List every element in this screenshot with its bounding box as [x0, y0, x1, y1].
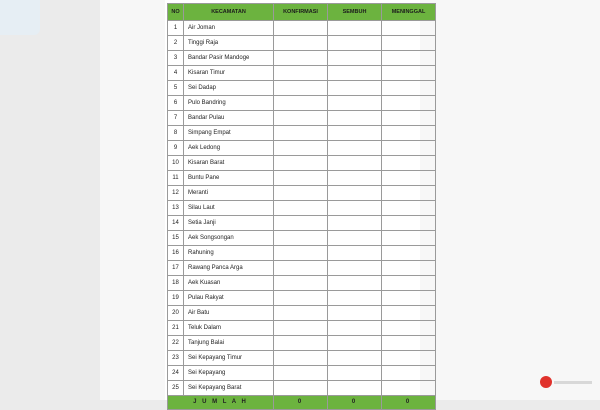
table-row — [168, 36, 436, 51]
row-sembuh — [328, 366, 382, 381]
row-meninggal — [382, 186, 436, 201]
row-no: 4 — [168, 66, 184, 81]
table-row — [168, 261, 436, 276]
table-row — [168, 111, 436, 126]
row-kecamatan: Silau Laut — [184, 201, 274, 216]
table-row — [168, 336, 436, 351]
row-sembuh — [328, 231, 382, 246]
row-konfirmasi — [274, 306, 328, 321]
row-konfirmasi — [274, 66, 328, 81]
row-meninggal — [382, 171, 436, 186]
row-meninggal — [382, 261, 436, 276]
row-konfirmasi — [274, 81, 328, 96]
row-konfirmasi — [274, 201, 328, 216]
row-no: 16 — [168, 246, 184, 261]
row-kecamatan: Pulau Rakyat — [184, 291, 274, 306]
row-konfirmasi — [274, 96, 328, 111]
row-no: 23 — [168, 351, 184, 366]
header-konfirmasi: KONFIRMASI — [274, 4, 328, 21]
row-no: 17 — [168, 261, 184, 276]
row-konfirmasi — [274, 291, 328, 306]
row-meninggal — [382, 276, 436, 291]
row-konfirmasi — [274, 231, 328, 246]
row-konfirmasi — [274, 156, 328, 171]
table-row — [168, 291, 436, 306]
row-kecamatan: Aek Ledong — [184, 141, 274, 156]
header-kecamatan: KECAMATAN — [184, 4, 274, 21]
table-row — [168, 216, 436, 231]
row-meninggal — [382, 21, 436, 36]
row-sembuh — [328, 51, 382, 66]
kecamatan-table — [167, 3, 436, 410]
row-meninggal — [382, 246, 436, 261]
row-sembuh — [328, 381, 382, 396]
row-kecamatan: Tinggi Raja — [184, 36, 274, 51]
row-konfirmasi — [274, 246, 328, 261]
row-konfirmasi — [274, 51, 328, 66]
row-sembuh — [328, 36, 382, 51]
total-row — [168, 396, 436, 410]
logo-bar — [554, 381, 592, 384]
row-sembuh — [328, 306, 382, 321]
total-sembuh: 0 — [328, 396, 382, 410]
row-meninggal — [382, 366, 436, 381]
table-row — [168, 126, 436, 141]
row-sembuh — [328, 21, 382, 36]
table-header-row — [168, 4, 436, 21]
row-kecamatan: Rawang Panca Arga — [184, 261, 274, 276]
row-kecamatan: Buntu Pane — [184, 171, 274, 186]
row-kecamatan: Bandar Pulau — [184, 111, 274, 126]
row-meninggal — [382, 111, 436, 126]
row-kecamatan: Rahuning — [184, 246, 274, 261]
row-sembuh — [328, 66, 382, 81]
row-konfirmasi — [274, 36, 328, 51]
row-kecamatan: Tanjung Balai — [184, 336, 274, 351]
row-meninggal — [382, 336, 436, 351]
table-row — [168, 81, 436, 96]
row-meninggal — [382, 351, 436, 366]
row-meninggal — [382, 51, 436, 66]
row-sembuh — [328, 81, 382, 96]
row-meninggal — [382, 216, 436, 231]
row-sembuh — [328, 171, 382, 186]
row-sembuh — [328, 156, 382, 171]
row-sembuh — [328, 216, 382, 231]
row-konfirmasi — [274, 381, 328, 396]
table-row — [168, 381, 436, 396]
watermark-logo — [540, 376, 594, 390]
row-kecamatan: Sei Dadap — [184, 81, 274, 96]
background-corner-shape — [0, 0, 40, 35]
row-sembuh — [328, 201, 382, 216]
table-row — [168, 351, 436, 366]
row-no: 8 — [168, 126, 184, 141]
table-row — [168, 276, 436, 291]
row-sembuh — [328, 141, 382, 156]
row-no: 2 — [168, 36, 184, 51]
table-row — [168, 366, 436, 381]
row-no: 19 — [168, 291, 184, 306]
table-row — [168, 156, 436, 171]
row-meninggal — [382, 156, 436, 171]
row-no: 12 — [168, 186, 184, 201]
row-sembuh — [328, 276, 382, 291]
table-row — [168, 21, 436, 36]
row-konfirmasi — [274, 261, 328, 276]
row-sembuh — [328, 246, 382, 261]
header-meninggal: MENINGGAL — [382, 4, 436, 21]
row-meninggal — [382, 201, 436, 216]
table-row — [168, 186, 436, 201]
row-kecamatan: Kisaran Timur — [184, 66, 274, 81]
row-konfirmasi — [274, 21, 328, 36]
row-konfirmasi — [274, 321, 328, 336]
row-konfirmasi — [274, 336, 328, 351]
table-row — [168, 96, 436, 111]
row-no: 11 — [168, 171, 184, 186]
row-kecamatan: Teluk Dalam — [184, 321, 274, 336]
row-kecamatan: Sei Kepayang Barat — [184, 381, 274, 396]
row-sembuh — [328, 321, 382, 336]
row-no: 3 — [168, 51, 184, 66]
row-konfirmasi — [274, 351, 328, 366]
table-row — [168, 171, 436, 186]
table-row — [168, 231, 436, 246]
row-sembuh — [328, 126, 382, 141]
row-meninggal — [382, 306, 436, 321]
row-konfirmasi — [274, 276, 328, 291]
table-row — [168, 306, 436, 321]
row-konfirmasi — [274, 171, 328, 186]
row-konfirmasi — [274, 126, 328, 141]
row-no: 1 — [168, 21, 184, 36]
row-konfirmasi — [274, 186, 328, 201]
row-kecamatan: Sei Kepayang Timur — [184, 351, 274, 366]
table-row — [168, 321, 436, 336]
header-no: NO — [168, 4, 184, 21]
row-meninggal — [382, 36, 436, 51]
total-label: J U M L A H — [168, 396, 274, 410]
table-row — [168, 141, 436, 156]
row-kecamatan: Aek Kuasan — [184, 276, 274, 291]
row-meninggal — [382, 126, 436, 141]
row-kecamatan: Bandar Pasir Mandoge — [184, 51, 274, 66]
row-konfirmasi — [274, 216, 328, 231]
row-sembuh — [328, 186, 382, 201]
row-kecamatan: Simpang Empat — [184, 126, 274, 141]
row-no: 25 — [168, 381, 184, 396]
row-no: 6 — [168, 96, 184, 111]
row-no: 15 — [168, 231, 184, 246]
row-konfirmasi — [274, 366, 328, 381]
row-sembuh — [328, 351, 382, 366]
row-no: 21 — [168, 321, 184, 336]
row-kecamatan: Pulo Bandring — [184, 96, 274, 111]
row-no: 13 — [168, 201, 184, 216]
row-sembuh — [328, 336, 382, 351]
row-konfirmasi — [274, 141, 328, 156]
row-sembuh — [328, 291, 382, 306]
table-row — [168, 201, 436, 216]
row-no: 7 — [168, 111, 184, 126]
row-sembuh — [328, 96, 382, 111]
row-no: 14 — [168, 216, 184, 231]
total-meninggal: 0 — [382, 396, 436, 410]
table-row — [168, 66, 436, 81]
row-meninggal — [382, 66, 436, 81]
row-sembuh — [328, 111, 382, 126]
row-kecamatan: Setia Janji — [184, 216, 274, 231]
row-sembuh — [328, 261, 382, 276]
logo-dot-icon — [540, 376, 552, 388]
row-meninggal — [382, 231, 436, 246]
row-meninggal — [382, 291, 436, 306]
row-kecamatan: Air Joman — [184, 21, 274, 36]
header-sembuh: SEMBUH — [328, 4, 382, 21]
row-no: 22 — [168, 336, 184, 351]
row-no: 24 — [168, 366, 184, 381]
row-konfirmasi — [274, 111, 328, 126]
row-no: 18 — [168, 276, 184, 291]
row-no: 5 — [168, 81, 184, 96]
table-row — [168, 51, 436, 66]
row-kecamatan: Sei Kepayang — [184, 366, 274, 381]
total-konfirmasi: 0 — [274, 396, 328, 410]
row-kecamatan: Meranti — [184, 186, 274, 201]
row-kecamatan: Air Batu — [184, 306, 274, 321]
row-meninggal — [382, 141, 436, 156]
row-no: 20 — [168, 306, 184, 321]
row-kecamatan: Aek Songsongan — [184, 231, 274, 246]
row-kecamatan: Kisaran Barat — [184, 156, 274, 171]
row-no: 10 — [168, 156, 184, 171]
row-meninggal — [382, 321, 436, 336]
row-meninggal — [382, 81, 436, 96]
row-no: 9 — [168, 141, 184, 156]
row-meninggal — [382, 96, 436, 111]
table-row — [168, 246, 436, 261]
row-meninggal — [382, 381, 436, 396]
